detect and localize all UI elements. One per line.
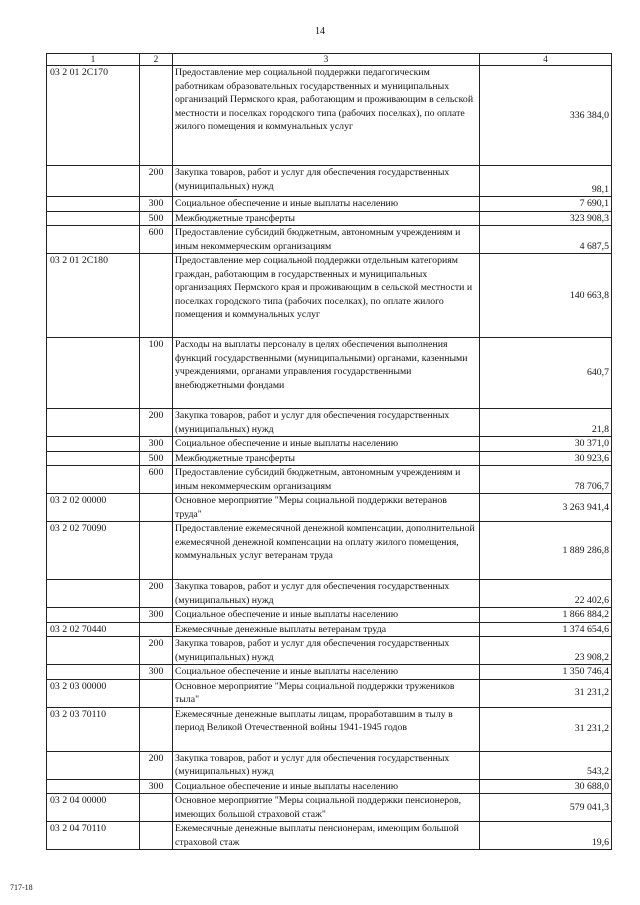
table-row: [47, 622, 612, 637]
row-expense-type: [140, 794, 173, 822]
row-amount: 640,7: [480, 338, 612, 409]
row-amount: 140 663,8: [480, 254, 612, 338]
row-expense-type: 500: [140, 211, 173, 226]
row-code: [47, 637, 140, 665]
row-name: Предоставление ежемесячной денежной компенсации, дополнительной ежемесячной денежной компенсации на оплату жилого помещения, коммунальных услуг ветеранам труда: [173, 522, 480, 580]
row-name: Предоставление мер социальной поддержки отдельным категориям граждан, работающим в государственных и муниципальных организациях Пермского края и проживающим в сельской местности и поселках городского типа (рабочих поселках), по оплате жилого помещения и коммунальных услуг: [173, 254, 480, 338]
row-name: Закупка товаров, работ и услуг для обеспечения государственных (муниципальных) нужд: [173, 409, 480, 437]
row-amount: 78 706,7: [480, 466, 612, 494]
table-row: [47, 437, 612, 452]
row-name: Предоставление субсидий бюджетным, автономным учреждениям и иным некоммерческим организациям: [173, 226, 480, 254]
row-amount: 30 923,6: [480, 451, 612, 466]
row-name: Расходы на выплаты персоналу в целях обеспечения выполнения функций государственными (муниципальными) органами, казенными учреждениями, органами управления государственными внебюджетными фондами: [173, 338, 480, 409]
row-amount: 543,2: [480, 751, 612, 779]
row-name: Предоставление мер социальной поддержки педагогическим работникам образовательных государственных и муниципальных организаций Пермского края, работающим и проживающим в сельской местности и поселках городского типа (рабочих поселках), по оплате жилого помещения и коммунальных услуг: [173, 66, 480, 166]
row-code: 03 2 02 00000: [47, 494, 140, 522]
header-col-2: 2: [140, 54, 173, 66]
page-number: 14: [315, 26, 325, 37]
table-row: [47, 608, 612, 623]
row-code: 03 2 01 2С170: [47, 66, 140, 166]
row-expense-type: 300: [140, 437, 173, 452]
row-code: 03 2 03 00000: [47, 679, 140, 707]
table-row: [47, 226, 612, 254]
table-row: [47, 665, 612, 680]
row-expense-type: 200: [140, 751, 173, 779]
row-amount: 98,1: [480, 166, 612, 197]
row-amount: 1 374 654,6: [480, 622, 612, 637]
row-expense-type: 600: [140, 226, 173, 254]
row-expense-type: 300: [140, 608, 173, 623]
row-name: Социальное обеспечение и иные выплаты населению: [173, 197, 480, 212]
row-expense-type: [140, 254, 173, 338]
row-name: Закупка товаров, работ и услуг для обеспечения государственных (муниципальных) нужд: [173, 580, 480, 608]
row-expense-type: 300: [140, 779, 173, 794]
row-code: 03 2 04 00000: [47, 794, 140, 822]
row-code: [47, 580, 140, 608]
table-row: [47, 409, 612, 437]
row-expense-type: 200: [140, 409, 173, 437]
row-name: Социальное обеспечение и иные выплаты населению: [173, 437, 480, 452]
row-amount: 7 690,1: [480, 197, 612, 212]
row-expense-type: 200: [140, 166, 173, 197]
row-amount: 19,6: [480, 822, 612, 850]
row-expense-type: [140, 622, 173, 637]
table-row: [47, 522, 612, 580]
row-name: Закупка товаров, работ и услуг для обеспечения государственных (муниципальных) нужд: [173, 751, 480, 779]
row-name: Ежемесячные денежные выплаты пенсионерам, имеющим большой страховой стаж: [173, 822, 480, 850]
row-expense-type: [140, 522, 173, 580]
row-code: [47, 751, 140, 779]
table-row: [47, 751, 612, 779]
row-expense-type: 600: [140, 466, 173, 494]
row-expense-type: 300: [140, 665, 173, 680]
row-amount: 323 908,3: [480, 211, 612, 226]
table-row: [47, 707, 612, 751]
row-code: [47, 338, 140, 409]
row-name: Основное мероприятие "Меры социальной поддержки пенсионеров, имеющих большой страховой стаж": [173, 794, 480, 822]
row-expense-type: [140, 679, 173, 707]
row-code: [47, 451, 140, 466]
table-row: [47, 166, 612, 197]
row-expense-type: [140, 494, 173, 522]
row-expense-type: [140, 822, 173, 850]
table-row: [47, 466, 612, 494]
row-name: Основное мероприятие "Меры социальной поддержки тружеников тыла": [173, 679, 480, 707]
row-expense-type: 200: [140, 637, 173, 665]
table-row: [47, 637, 612, 665]
table-row: [47, 254, 612, 338]
budget-table: [46, 53, 612, 850]
row-expense-type: 200: [140, 580, 173, 608]
table-row: [47, 822, 612, 850]
table-row: [47, 197, 612, 212]
row-amount: 1 866 884,2: [480, 608, 612, 623]
row-code: 03 2 02 70440: [47, 622, 140, 637]
row-amount: 4 687,5: [480, 226, 612, 254]
header-row: [47, 54, 612, 66]
row-code: [47, 226, 140, 254]
header-col-1: 1: [47, 54, 140, 66]
row-name: Ежемесячные денежные выплаты ветеранам труда: [173, 622, 480, 637]
row-code: 03 2 01 2С180: [47, 254, 140, 338]
table-row: [47, 679, 612, 707]
table-row: [47, 451, 612, 466]
row-amount: 30 688,0: [480, 779, 612, 794]
table-row: [47, 779, 612, 794]
row-amount: 336 384,0: [480, 66, 612, 166]
row-name: Межбюджетные трансферты: [173, 211, 480, 226]
row-name: Основное мероприятие "Меры социальной поддержки ветеранов труда": [173, 494, 480, 522]
row-expense-type: [140, 66, 173, 166]
header-col-3: 3: [173, 54, 480, 66]
row-name: Ежемесячные денежные выплаты лицам, проработавшим в тылу в период Великой Отечественной войны 1941-1945 годов: [173, 707, 480, 751]
row-name: Межбюджетные трансферты: [173, 451, 480, 466]
row-name: Закупка товаров, работ и услуг для обеспечения государственных (муниципальных) нужд: [173, 637, 480, 665]
row-expense-type: 300: [140, 197, 173, 212]
row-name: Предоставление субсидий бюджетным, автономным учреждениям и иным некоммерческим организациям: [173, 466, 480, 494]
row-amount: 1 889 286,8: [480, 522, 612, 580]
row-code: [47, 466, 140, 494]
table-row: [47, 211, 612, 226]
row-amount: 22 402,6: [480, 580, 612, 608]
row-code: [47, 211, 140, 226]
row-expense-type: 100: [140, 338, 173, 409]
row-amount: 21,8: [480, 409, 612, 437]
row-code: [47, 166, 140, 197]
row-code: [47, 608, 140, 623]
row-code: [47, 197, 140, 212]
table-row: [47, 580, 612, 608]
table-row: [47, 338, 612, 409]
table-row: [47, 794, 612, 822]
table-row: [47, 494, 612, 522]
row-name: Социальное обеспечение и иные выплаты населению: [173, 608, 480, 623]
row-expense-type: [140, 707, 173, 751]
table-row: [47, 66, 612, 166]
row-expense-type: 500: [140, 451, 173, 466]
row-amount: 30 371,0: [480, 437, 612, 452]
row-amount: 23 908,2: [480, 637, 612, 665]
row-code: [47, 779, 140, 794]
row-code: [47, 665, 140, 680]
row-amount: 31 231,2: [480, 679, 612, 707]
row-code: 03 2 02 70090: [47, 522, 140, 580]
row-code: [47, 437, 140, 452]
footer-code: 717-18: [10, 883, 33, 892]
row-code: 03 2 04 70110: [47, 822, 140, 850]
row-code: [47, 409, 140, 437]
row-name: Социальное обеспечение и иные выплаты населению: [173, 779, 480, 794]
row-amount: 579 041,3: [480, 794, 612, 822]
row-amount: 1 350 746,4: [480, 665, 612, 680]
row-code: 03 2 03 70110: [47, 707, 140, 751]
row-name: Социальное обеспечение и иные выплаты населению: [173, 665, 480, 680]
row-amount: 3 263 941,4: [480, 494, 612, 522]
row-name: Закупка товаров, работ и услуг для обеспечения государственных (муниципальных) нужд: [173, 166, 480, 197]
header-col-4: 4: [480, 54, 612, 66]
row-amount: 31 231,2: [480, 707, 612, 751]
